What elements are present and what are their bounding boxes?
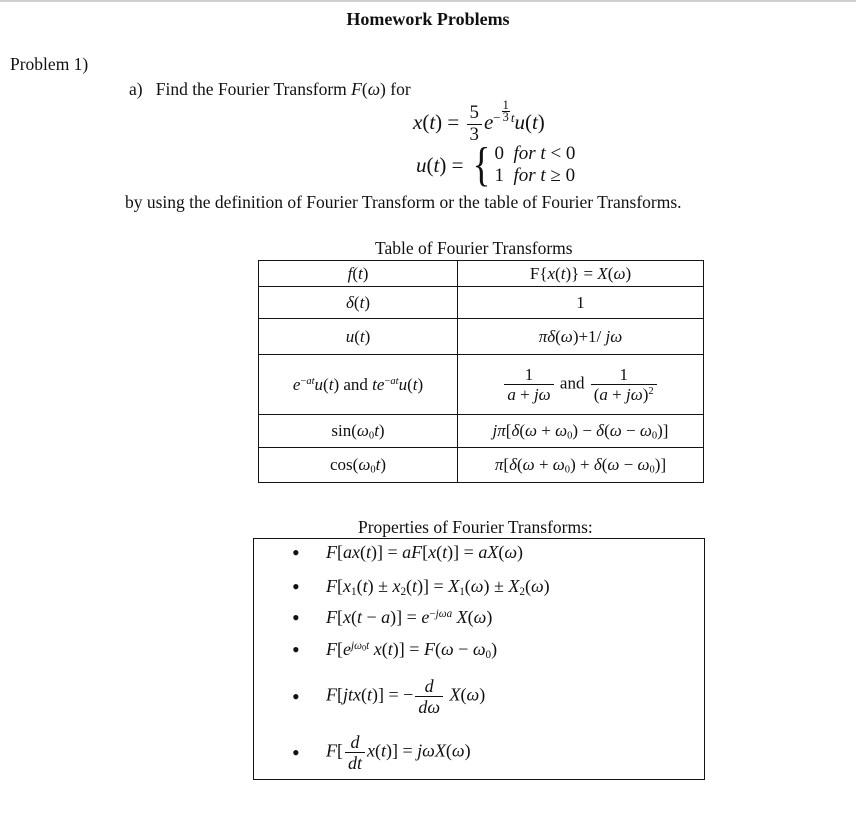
property-item: • F[jtx(t)] = − $\frac{d}{d\omega}$ X(ω) bbox=[292, 676, 486, 717]
property-item: • $F[e^{j\omega 0t}$ $x(t)] = F(\omega - \omega_0)$ bbox=[292, 636, 498, 662]
property-item: • $F[x_1(t) \pm x_2(t)] = X_1(\omega) \pm X_2(\omega)$ bbox=[292, 573, 550, 599]
table-header-row bbox=[259, 261, 704, 287]
property-formula: $F[e^{j\omega 0t}$ $x(t)] = F(\omega - \omega_0)$ bbox=[326, 639, 498, 661]
scan-edge-artifact bbox=[0, 0, 856, 2]
table-cell-ft: u(t) bbox=[259, 319, 458, 355]
property-formula: $F[x_1(t) \pm x_2(t)] = X_1(\omega) \pm X_2(\omega)$ bbox=[326, 576, 550, 598]
properties-box bbox=[253, 538, 705, 780]
property-formula: F[jtx(t)] = − $\frac{d}{d\omega}$ X(ω) bbox=[326, 676, 486, 717]
equation-xt: x(t) = $\frac{5}{3}$ $e^{- \frac{1}{3} t}u(t)$ bbox=[413, 98, 545, 145]
table-cell-ft: $\sin(\omega_0t)$ bbox=[259, 415, 458, 448]
property-formula: F[ $\frac{d}{dt}$ x(t)] = jωX(ω) bbox=[326, 732, 471, 773]
property-item: • F[ax(t)] = aF[x(t)] = aX(ω) bbox=[292, 539, 524, 565]
property-formula: F[ax(t)] = aF[x(t)] = aX(ω) bbox=[326, 542, 524, 562]
table-cell-ft: $\cos(\omega_0t)$ bbox=[259, 448, 458, 483]
table-row bbox=[259, 355, 704, 415]
table-row bbox=[259, 448, 704, 483]
property-item: • F[ $\frac{d}{dt}$ x(t)] = jωX(ω) bbox=[292, 732, 471, 773]
table-row bbox=[259, 415, 704, 448]
table-header-transform: F{x(t)} = X(ω) bbox=[458, 261, 704, 287]
table-header-ft: f(t) bbox=[259, 261, 458, 287]
property-formula: $F[x(t - a)] = e^{-j\omega a}$ X(ω) bbox=[326, 607, 493, 627]
page-title: Homework Problems bbox=[346, 9, 510, 29]
table-cell-transform: $j\pi[\delta(\omega + \omega_0) - \delta(\omega - \omega_0)]$ bbox=[458, 415, 704, 448]
table-cell-ft: $e^{-at}u(t)$ and $te^{-at}u(t)$ bbox=[259, 355, 458, 415]
table-cell-transform: $\frac{1}{a + j\omega}$ and $\frac{1}{(a + j\omega)^2}$ bbox=[458, 355, 704, 415]
property-item: • $F[x(t - a)] = e^{-j\omega a}$ X(ω) bbox=[292, 604, 493, 630]
table-row bbox=[259, 319, 704, 355]
table-cell-transform: πδ(ω)+1/ jω bbox=[458, 319, 704, 355]
properties-title: Properties of Fourier Transforms: bbox=[358, 517, 593, 537]
problem-label: Problem 1) bbox=[10, 54, 89, 74]
part-a-text: a) Find the Fourier Transform F(ω) for bbox=[129, 79, 411, 99]
closing-text: by using the definition of Fourier Transform or the table of Fourier Transforms. bbox=[125, 192, 682, 212]
equation-ut-piecewise: u(t) = { 0 for t < 0 1 for t ≥ 0 bbox=[416, 138, 576, 191]
table-cell-transform: 1 bbox=[458, 287, 704, 319]
table-cell-ft: δ(t) bbox=[259, 287, 458, 319]
table-cell-transform: $\pi[\delta(\omega + \omega_0) + \delta(\omega - \omega_0)]$ bbox=[458, 448, 704, 483]
fourier-table bbox=[258, 260, 704, 483]
fourier-table-title: Table of Fourier Transforms bbox=[375, 238, 573, 258]
table-row bbox=[259, 287, 704, 319]
